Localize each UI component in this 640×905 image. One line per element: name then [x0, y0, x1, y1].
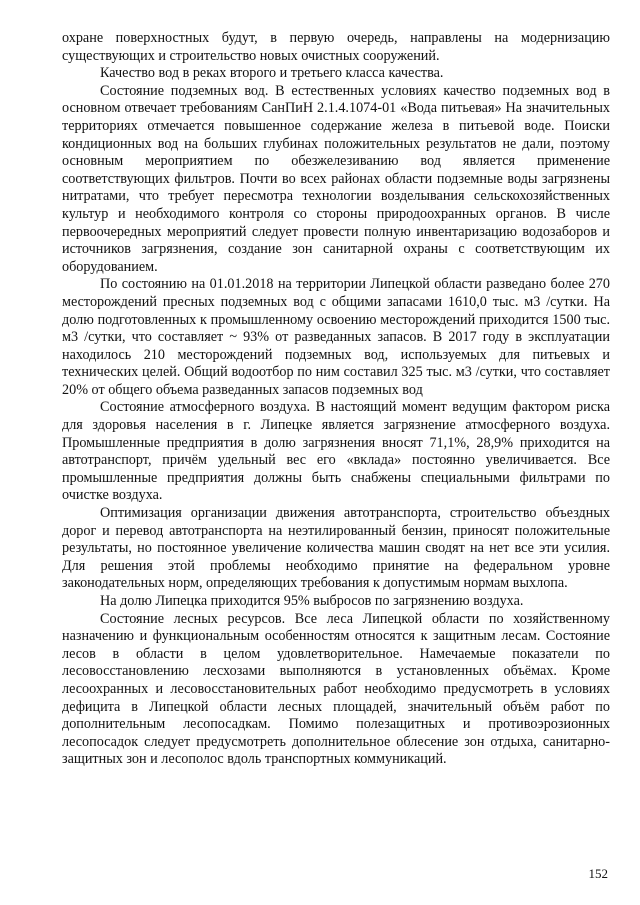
paragraph: Качество вод в реках второго и третьего класса качества. [100, 65, 444, 82]
paragraph: На долю Липецка приходится 95% выбросов по загрязнению воздуха. [100, 593, 524, 609]
paragraph: охране поверхностных будут, в первую очередь, направлены на модернизацию существующих и строительство новых очистных сооружений. [62, 30, 610, 64]
paragraph: Состояние подземных вод. В естественных условиях качество подземных вод в основном отвечает требованиям СанПиН 2.1.4.1074-01 «Вода питьевая» На значительных территориях отмечается повышенное содержание железа в питьевой воде. Поиски кондиционных вод на больших глубинах положительных результатов не дали, поэтому основным мероприятием по обезжелезиванию вод является применение соответствующих фильтров. Почти во всех районах области подземные воды загрязнены нитратами, что требует пересмотра технологии возделывания сельскохозяйственных культур и необходимого контроля со стороны природоохранных органов. В числе первоочередных мероприятий следует провести полную инвентаризацию водозаборов и источников загрязнения, создание зон санитарной охраны с соответствующим их оборудованием. [62, 82, 610, 275]
paragraph: Оптимизация организации движения автотранспорта, строительство объездных дорог и перевод автотранспорта на неэтилированный бензин, приносят положительные результаты, но постоянное увеличение количества машин сводят на нет все эти усилия. Для решения этой проблемы необходимо принятие на федеральном уровне законодательных норм, определяющих требования к допустимым нормам выхлопа. [62, 505, 610, 592]
page-number: 152 [588, 866, 608, 881]
paragraph: Состояние лесных ресурсов. Все леса Липецкой области по хозяйственному назначению и функциональным особенностям относятся к защитным лесам. Состояние лесов в области в целом удовлетворительное. Намечаемые показатели по лесовосстановлению лесхозами выполняются в установленных объёмах. Кроме лесоохранных и лесовосстановительных работ необходимо предусмотреть в условиях дефицита в Липецкой области лесных площадей, значительный объём работ по дополнительным лесопосадкам. Помимо полезащитных и противоэрозионных лесопосадок следует предусмотреть дополнительное облесение зон отдыха, санитарно-защитных зон и лесополос вдоль транспортных коммуникаций. [62, 610, 610, 768]
document-body [62, 30, 610, 769]
paragraph: По состоянию на 01.01.2018 на территории Липецкой области разведано более 270 месторождений пресных подземных вод с общими запасами 1610,0 тыс. м3 /сутки. На долю подготовленных к промышленному освоению месторождений приходится 1500 тыс. м3 /сутки, что составляет ~ 93% от разведанных запасов. В 2017 году в эксплуатации находилось 210 месторождений подземных вод, используемых для питьевых и технических целей. Общий водоотбор по ним составил 325 тыс. м3 /сутки, что составляет 20% от общего объема разведанных запасов подземных вод [62, 276, 610, 398]
paragraph: Состояние атмосферного воздуха. В настоящий момент ведущим фактором риска для здоровья населения в г. Липецке является загрязнение атмосферного воздуха. Промышленные предприятия в долю загрязнения вносят 71,1%, 28,9% приходится на автотранспорт, причём удельный вес его «вклада» постоянно увеличивается. Все промышленные предприятия должны быть снабжены специальными фильтрами по очистке воздуха. [62, 399, 610, 504]
